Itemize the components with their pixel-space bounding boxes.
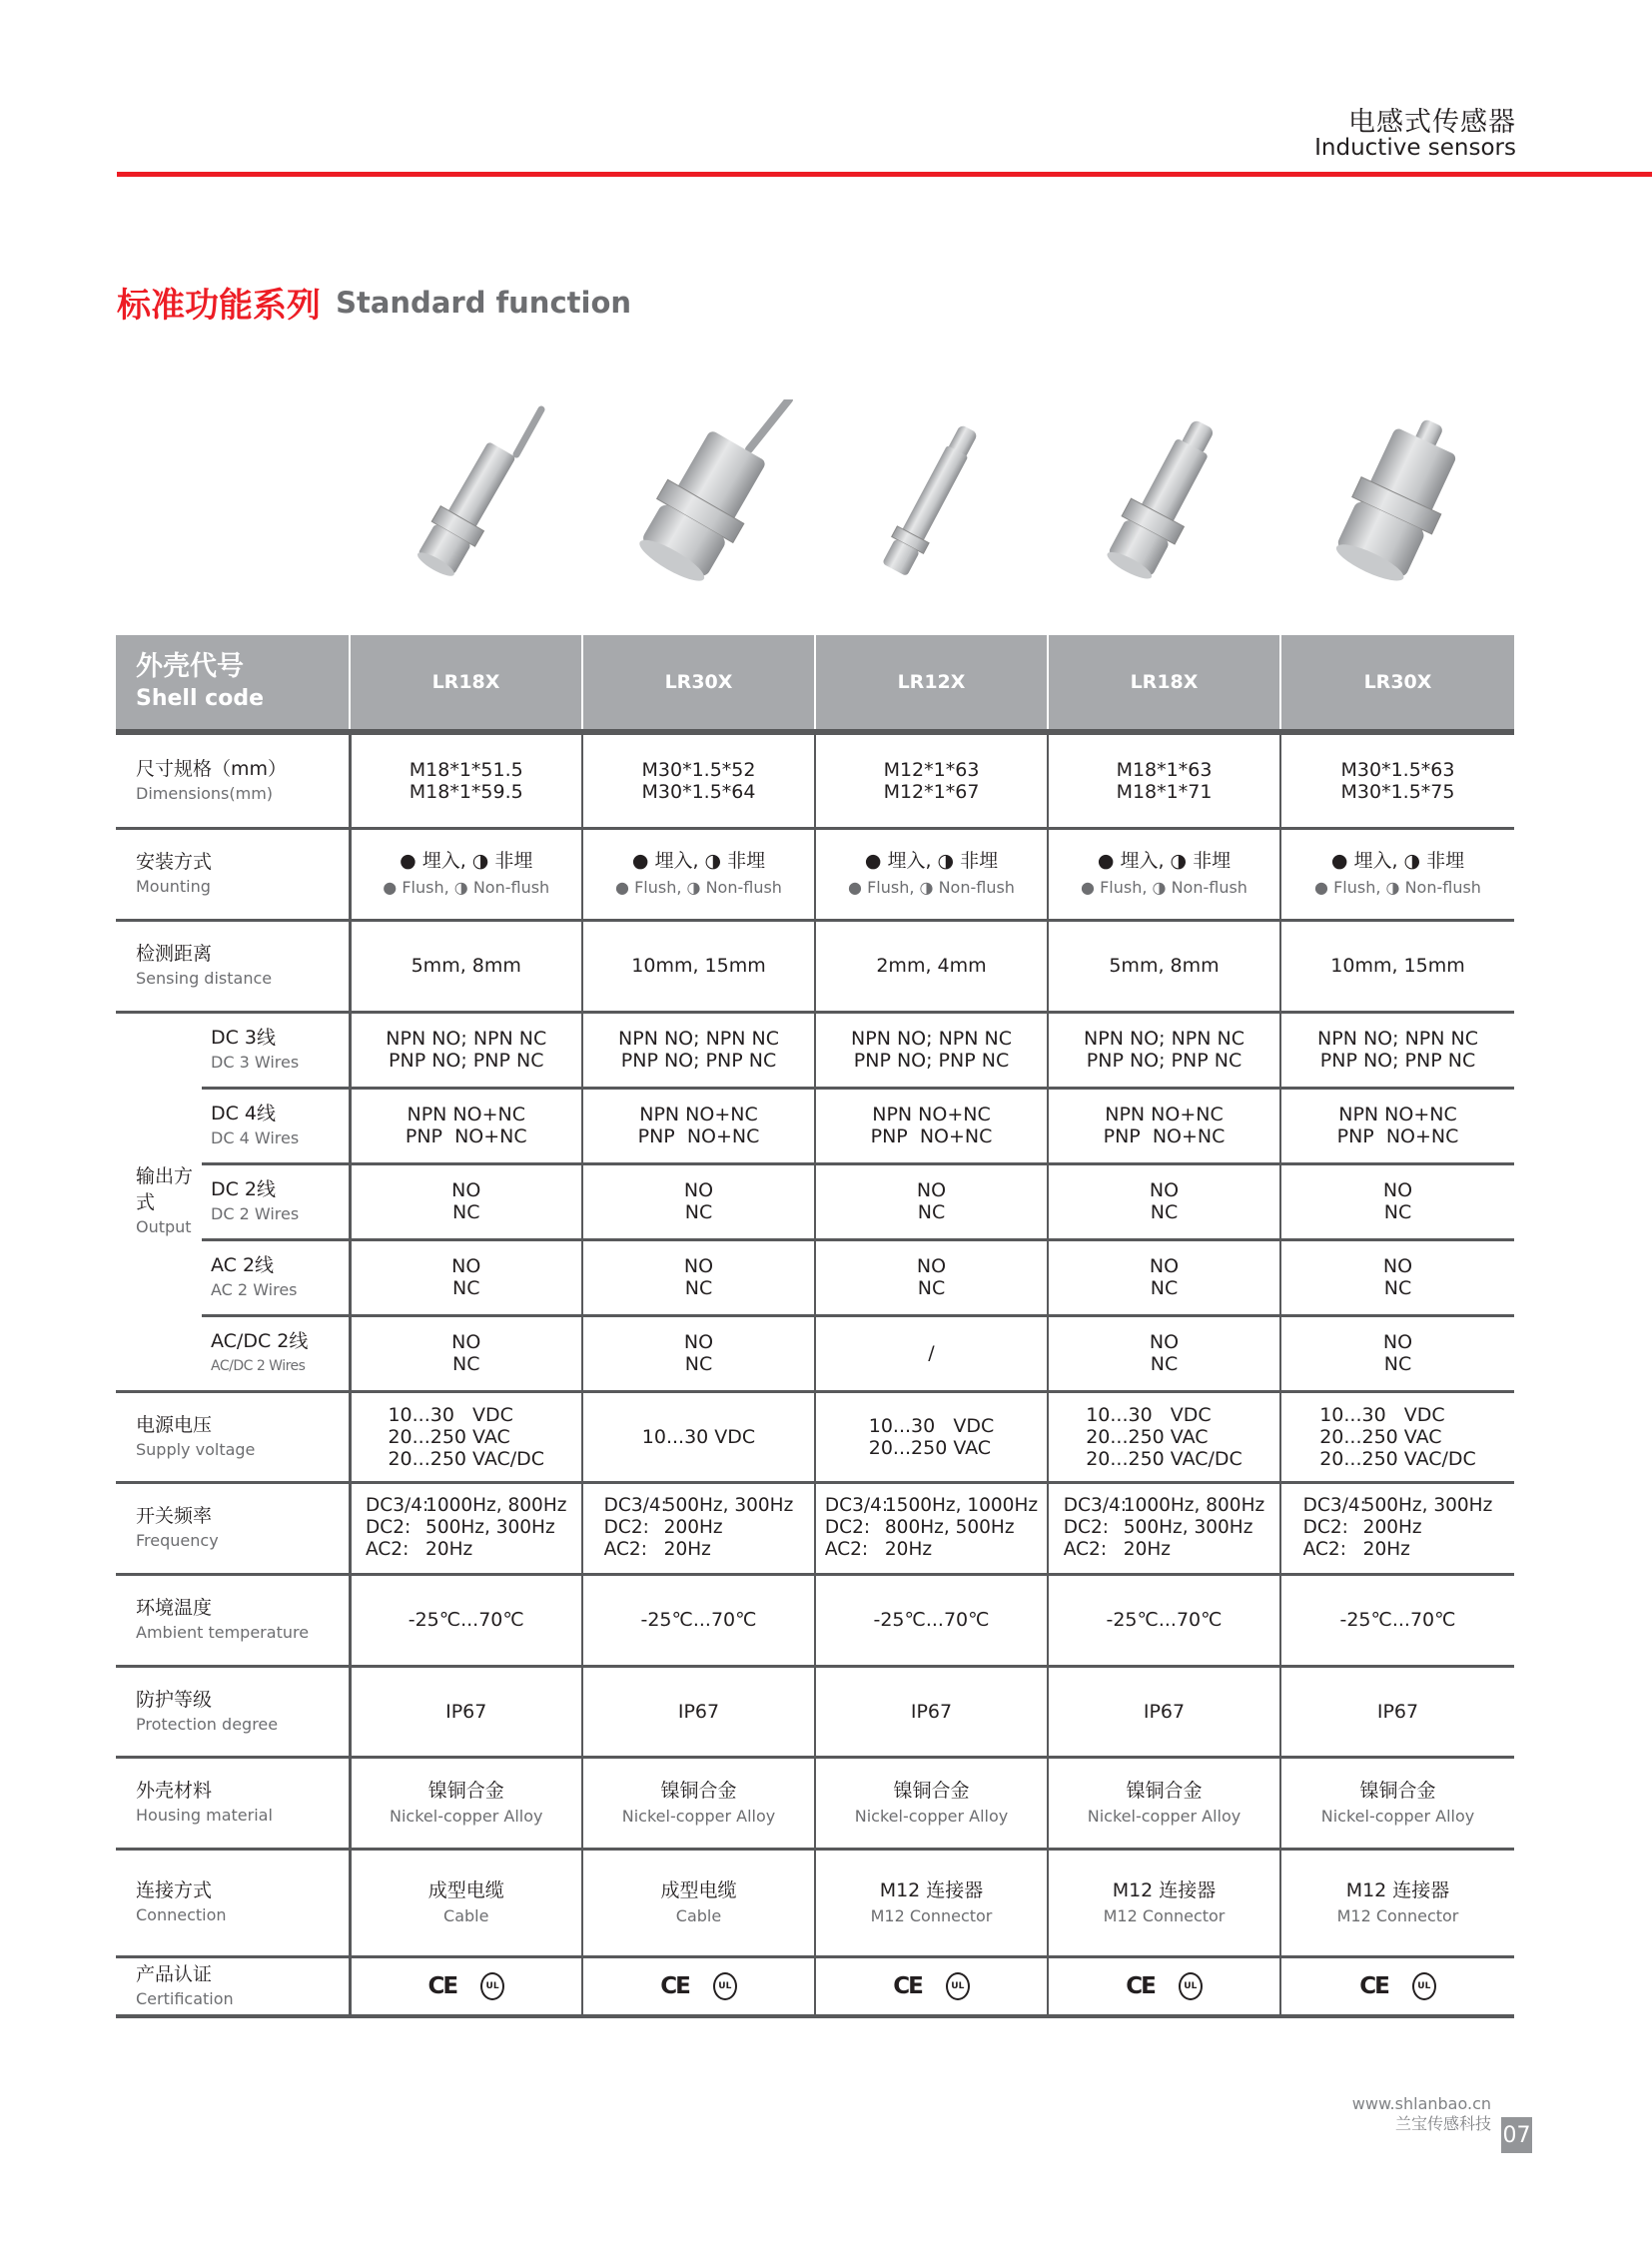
table-cell: ● 埋入, ◑ 非埋 ● Flush, ◑ Non-flush: [815, 828, 1048, 920]
sensor-m12-connector-icon: [832, 399, 1032, 599]
product-images: [350, 399, 1514, 599]
row-sub-label: DC 2线 DC 2 Wires: [202, 1163, 350, 1239]
header-divider: [117, 172, 1652, 177]
ul-mark-icon: UL: [946, 1972, 970, 2000]
row-label-en: Dimensions(mm): [136, 783, 274, 803]
footer-company: 兰宝传感科技: [1394, 2114, 1491, 2133]
category-title-en: Inductive sensors: [1314, 135, 1516, 161]
row-label-cn: 输出方式: [136, 1165, 194, 1213]
table-cell: NO NC: [350, 1315, 582, 1391]
footer-website: www.shlanbao.cn: [1351, 2094, 1491, 2113]
table-cell: NO NC: [582, 1163, 815, 1239]
table-row-certification: [116, 1956, 1514, 2016]
row-label-cn: 检测距离: [136, 943, 213, 965]
row-label-en: Protection degree: [136, 1714, 279, 1734]
row-label-cn: 开关频率: [136, 1505, 213, 1527]
table-cell: NO NC: [1048, 1163, 1280, 1239]
table-cell: 5mm, 8mm: [350, 920, 582, 1012]
sensor-m18-cable-icon: [367, 399, 566, 599]
table-cell: 镍铜合金 Nickel-copper Alloy: [350, 1757, 582, 1849]
table-cell: 2mm, 4mm: [815, 920, 1048, 1012]
table-header-row: [116, 635, 1514, 732]
product-image-lr30x-connector: [1281, 399, 1514, 599]
column-header: LR30X: [1280, 635, 1514, 732]
table-cell: 10mm, 15mm: [1280, 920, 1514, 1012]
table-cell: IP67: [1280, 1666, 1514, 1757]
row-label-en: Housing material: [136, 1806, 273, 1825]
table-cell: NPN NO; NPN NC PNP NO; PNP NC: [582, 1012, 815, 1088]
shell-code-cn: 外壳代号: [136, 651, 244, 682]
table-cell: -25℃...70℃: [1048, 1574, 1280, 1666]
table-cell: M12 连接器 M12 Connector: [1048, 1849, 1280, 1956]
table-cell: IP67: [815, 1666, 1048, 1757]
column-header: LR12X: [815, 635, 1048, 732]
row-sub-label: DC 3线 DC 3 Wires: [202, 1012, 350, 1088]
table-cell: ● 埋入, ◑ 非埋 ● Flush, ◑ Non-flush: [350, 828, 582, 920]
ul-mark-icon: UL: [1179, 1972, 1203, 2000]
table-cell: DC3/4:1000Hz, 800Hz DC2: 500Hz, 300Hz AC2: 20Hz: [350, 1482, 582, 1574]
row-label-en: Frequency: [136, 1531, 219, 1550]
product-image-lr12x-connector: [815, 399, 1048, 599]
table-cell: 10mm, 15mm: [582, 920, 815, 1012]
table-row-sensing-distance: [116, 920, 1514, 1012]
table-cell: NO NC: [1048, 1315, 1280, 1391]
column-header: LR30X: [582, 635, 815, 732]
table-cell: 10...30 VDC 20...250 VAC 20...250 VAC/DC: [1280, 1391, 1514, 1482]
row-label-en: Ambient temperature: [136, 1623, 310, 1642]
table-cell: NO NC: [582, 1315, 815, 1391]
table-cell: NO NC: [1280, 1163, 1514, 1239]
ce-mark-icon: CE: [893, 1972, 922, 1999]
row-label-en: Certification: [136, 1988, 234, 2008]
section-title-cn: 标准功能系列: [117, 286, 321, 326]
row-label: [116, 1666, 350, 1757]
table-cell: DC3/4:500Hz, 300Hz DC2: 200Hz AC2: 20Hz: [582, 1482, 815, 1574]
table-row-output-acdc2: [116, 1315, 1514, 1391]
table-cell: [815, 1956, 1048, 2016]
table-cell: 成型电缆 Cable: [582, 1849, 815, 1956]
table-row-output-dc3: [116, 1012, 1514, 1088]
row-sub-label: AC 2线 AC 2 Wires: [202, 1239, 350, 1315]
row-label-cn: 连接方式: [136, 1879, 213, 1901]
table-cell: 镍铜合金 Nickel-copper Alloy: [1048, 1757, 1280, 1849]
row-label: [116, 732, 350, 828]
table-row-ambient-temperature: [116, 1574, 1514, 1666]
section-title-en: Standard function: [336, 285, 632, 320]
table-cell: 镍铜合金 Nickel-copper Alloy: [815, 1757, 1048, 1849]
ce-mark-icon: CE: [1126, 1972, 1155, 1999]
spec-table: [116, 635, 1514, 2018]
table-cell: /: [815, 1315, 1048, 1391]
table-cell: NO NC: [1280, 1315, 1514, 1391]
table-cell: DC3/4:500Hz, 300Hz DC2: 200Hz AC2: 20Hz: [1280, 1482, 1514, 1574]
row-label: [116, 1574, 350, 1666]
sensor-m30-connector-icon: [1297, 399, 1497, 599]
table-cell: 镍铜合金 Nickel-copper Alloy: [582, 1757, 815, 1849]
ce-mark-icon: CE: [1359, 1972, 1388, 1999]
table-cell: 5mm, 8mm: [1048, 920, 1280, 1012]
table-row-frequency: [116, 1482, 1514, 1574]
table-cell: M12 连接器 M12 Connector: [1280, 1849, 1514, 1956]
table-cell: -25℃...70℃: [815, 1574, 1048, 1666]
table-cell: ● 埋入, ◑ 非埋 ● Flush, ◑ Non-flush: [1048, 828, 1280, 920]
table-cell: [1280, 1956, 1514, 2016]
footer: [1352, 2094, 1491, 2134]
table-cell: DC3/4:1000Hz, 800Hz DC2: 500Hz, 300Hz AC2: 20Hz: [1048, 1482, 1280, 1574]
row-label: [116, 1391, 350, 1482]
sensor-m30-cable-icon: [599, 399, 799, 599]
table-row-mounting: [116, 828, 1514, 920]
table-cell: NPN NO; NPN NC PNP NO; PNP NC: [1280, 1012, 1514, 1088]
table-row-housing-material: [116, 1757, 1514, 1849]
table-cell: -25℃...70℃: [582, 1574, 815, 1666]
table-cell: M18*1*63 M18*1*71: [1048, 732, 1280, 828]
row-label-cn: 环境温度: [136, 1597, 213, 1619]
table-cell: -25℃...70℃: [1280, 1574, 1514, 1666]
row-label-cn: 外壳材料: [136, 1780, 213, 1802]
table-cell: NO NC: [1048, 1239, 1280, 1315]
row-sub-label: DC 4线 DC 4 Wires: [202, 1088, 350, 1163]
row-label: [116, 920, 350, 1012]
table-cell: NO NC: [350, 1239, 582, 1315]
row-label-en: Supply voltage: [136, 1439, 256, 1459]
table-cell: [350, 1956, 582, 2016]
table-row-output-dc2: [116, 1163, 1514, 1239]
section-title: [117, 278, 631, 327]
table-cell: 镍铜合金 Nickel-copper Alloy: [1280, 1757, 1514, 1849]
table-cell: NPN NO+NC PNP NO+NC: [582, 1088, 815, 1163]
table-row-output-ac2: [116, 1239, 1514, 1315]
table-cell: M12 连接器 M12 Connector: [815, 1849, 1048, 1956]
row-label-cn: 产品认证: [136, 1962, 213, 1985]
table-cell: 10...30 VDC 20...250 VAC: [815, 1391, 1048, 1482]
table-cell: [1048, 1956, 1280, 2016]
ul-mark-icon: UL: [713, 1972, 737, 2000]
ul-mark-icon: UL: [1412, 1972, 1436, 2000]
row-label: [116, 1956, 350, 2016]
row-sub-label: AC/DC 2线 AC/DC 2 Wires: [202, 1315, 350, 1391]
table-cell: NO NC: [350, 1163, 582, 1239]
table-cell: -25℃...70℃: [350, 1574, 582, 1666]
table-row-supply-voltage: [116, 1391, 1514, 1482]
row-label-en: Sensing distance: [136, 969, 273, 988]
table-row-output-dc4: [116, 1088, 1514, 1163]
product-image-lr18x-cable: [350, 399, 582, 599]
table-cell: NPN NO; NPN NC PNP NO; PNP NC: [815, 1012, 1048, 1088]
table-cell: NO NC: [815, 1163, 1048, 1239]
product-image-lr18x-connector: [1049, 399, 1281, 599]
row-label: [116, 1482, 350, 1574]
table-cell: IP67: [582, 1666, 815, 1757]
category-title-cn: 电感式传感器: [1348, 107, 1516, 138]
row-group-label-output: [116, 1012, 202, 1391]
table-cell: 成型电缆 Cable: [350, 1849, 582, 1956]
table-cell: NPN NO+NC PNP NO+NC: [815, 1088, 1048, 1163]
table-row-connection: [116, 1849, 1514, 1956]
row-label: [116, 828, 350, 920]
row-label-cn: 安装方式: [136, 851, 213, 873]
row-label-en: Output: [136, 1217, 192, 1236]
table-cell: ● 埋入, ◑ 非埋 ● Flush, ◑ Non-flush: [582, 828, 815, 920]
product-image-lr30x-cable: [582, 399, 815, 599]
row-label-cn: 尺寸规格（mm）: [136, 757, 288, 780]
ce-mark-icon: CE: [660, 1972, 689, 1999]
row-label-cn: 防护等级: [136, 1688, 213, 1711]
table-cell: NO NC: [582, 1239, 815, 1315]
table-cell: 10...30 VDC: [582, 1391, 815, 1482]
table-cell: IP67: [350, 1666, 582, 1757]
table-cell: ● 埋入, ◑ 非埋 ● Flush, ◑ Non-flush: [1280, 828, 1514, 920]
table-cell: NPN NO; NPN NC PNP NO; PNP NC: [350, 1012, 582, 1088]
shell-code-en: Shell code: [136, 686, 264, 711]
table-cell: DC3/4:1500Hz, 1000Hz DC2: 800Hz, 500Hz AC2: 20Hz: [815, 1482, 1048, 1574]
row-label-en: Connection: [136, 1905, 227, 1924]
row-label-cn: 电源电压: [136, 1413, 213, 1436]
row-label: [116, 1757, 350, 1849]
table-cell: 10...30 VDC 20...250 VAC 20...250 VAC/DC: [350, 1391, 582, 1482]
table-cell: M12*1*63 M12*1*67: [815, 732, 1048, 828]
table-cell: NPN NO; NPN NC PNP NO; PNP NC: [1048, 1012, 1280, 1088]
page-number: 07: [1501, 2117, 1532, 2153]
table-cell: [582, 1956, 815, 2016]
row-label: [116, 1849, 350, 1956]
table-cell: NO NC: [1280, 1239, 1514, 1315]
table-cell: M30*1.5*63 M30*1.5*75: [1280, 732, 1514, 828]
column-header: LR18X: [1048, 635, 1280, 732]
table-cell: NPN NO+NC PNP NO+NC: [1280, 1088, 1514, 1163]
table-cell: NPN NO+NC PNP NO+NC: [350, 1088, 582, 1163]
table-cell: 10...30 VDC 20...250 VAC 20...250 VAC/DC: [1048, 1391, 1280, 1482]
table-row-protection-degree: [116, 1666, 1514, 1757]
row-label-en: Mounting: [136, 877, 211, 896]
table-row-dimensions: [116, 732, 1514, 828]
ce-mark-icon: CE: [427, 1972, 457, 1999]
column-header: LR18X: [350, 635, 582, 732]
sensor-m18-connector-icon: [1065, 399, 1264, 599]
table-cell: NPN NO+NC PNP NO+NC: [1048, 1088, 1280, 1163]
table-cell: IP67: [1048, 1666, 1280, 1757]
table-cell: M30*1.5*52 M30*1.5*64: [582, 732, 815, 828]
ul-mark-icon: UL: [480, 1972, 504, 2000]
table-cell: NO NC: [815, 1239, 1048, 1315]
shell-code-header: [116, 635, 350, 732]
table-cell: M18*1*51.5 M18*1*59.5: [350, 732, 582, 828]
